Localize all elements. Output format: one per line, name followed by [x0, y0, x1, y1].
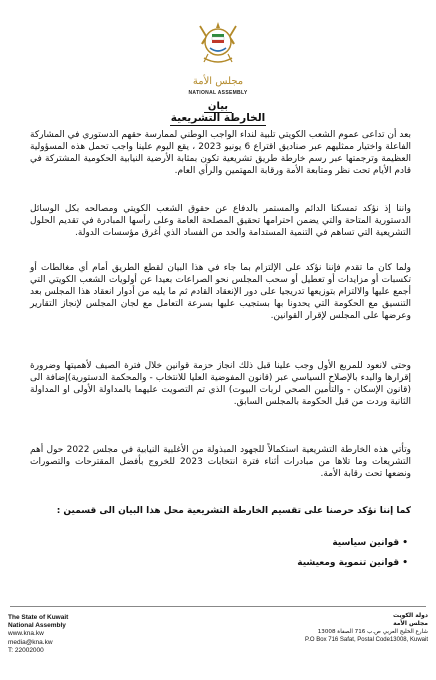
footer-assembly-name-ar: مجلس الأمة — [393, 620, 428, 627]
bullet-political-laws-label: قوانين سياسية — [332, 538, 400, 548]
paragraph-3: ولما كان ما تقدم فإننا نؤكد على الإلتزام بما جاء في هذا البيان لقطع الطريق أمام أي مغالطات أو تكسبات أو مزايدات أو تعطيل أو سحب المجلس نحو الصراعات بعيدا عن أولويات الشعب الكويتي التي أجمع عليها والالتزام بتوزيعها تدريجيا على دور الإنعقاد القادم ثم ما يليه من أدوار انعقاد هذا المجلس بعد التنسيق مع الحكومة التي يحدونا بها بستجيب عليها بسرعة التعامل مع لجان المجلس لإنجاز التقارير وعرضها على المجلس لإقرار القوانين. — [30, 263, 411, 321]
footer-email-link[interactable]: media@kna.kw — [8, 638, 53, 646]
paragraph-2: واننا إذ نؤكد تمسكنا الدائم والمستمر بالدفاع عن حقوق الشعب الكويتي ومصالحه بكل الوسائل الدستورية المتاحة والتي يضمن احترامها تحقيق المصلحة العامة وعلى رأسها المبادرة في تقديم الحلول التشريعية التي تساهم في التنمية المستدامة والحد من الفساد الذي أغرق مؤسسات الدولة. — [30, 204, 411, 238]
national-assembly-logo — [188, 6, 248, 96]
footer-address-ar: شارع الخليج العربي ص.ب 716 الصفاة 13008 — [317, 629, 428, 635]
footer-state-name-ar: دولة الكويت — [393, 612, 428, 619]
footer-divider — [10, 606, 426, 607]
footer-state-name: The State of Kuwait — [8, 614, 69, 621]
statement-heading: بيان — [207, 101, 229, 112]
kuwait-emblem-icon — [188, 6, 248, 76]
bullet-development-laws-label: قوانين تنموية ومعيشية — [297, 558, 400, 568]
footer-address-en: P.O Box 716 Safat, Postal Code13008, Kuwait — [305, 637, 428, 643]
bullet-development-laws: • قوانين تنموية ومعيشية — [297, 558, 408, 568]
logo-english-text: NATIONAL ASSEMBLY — [188, 90, 248, 96]
paragraph-1: بعد أن تداعى عموم الشعب الكويتي تلبية لنداء الواجب الوطني لممارسة حقهم الدستوري في المشاركة الفاعلة واختيار ممثليهم عبر صناديق اقتراع 6 يونيو 2023 ، يقع اليوم علينا واجب تحمل هذه المسؤولية العظيمة وترجمتها عبر رسم خارطة طريق تشريعية تكون بمثابة الأرضية النيابية الحكومية المشتركة في قادم الأيام تحت نظر ومتابعة الأمة ورقابة المهتمين والرأي العام. — [30, 130, 411, 176]
statement-title: الخارطة التشريعية — [170, 112, 266, 124]
bullet-political-laws: • قوانين سياسية — [332, 538, 408, 548]
footer-assembly-name: National Assembly — [8, 622, 66, 630]
paragraph-4: وحتى لانعود للمربع الأول وجب علينا قبل ذلك انجاز حزمة قوانين خلال فترة الصيف لأهميتها وضرورة إقرارها والبدء بالإصلاح السياسي عبر (قانون المفوضية العليا للانتخاب - والمحكمة الدستورية)إضافة الى (قانون الإسكان - والتأمين الصحي لربات البيوت) الذي تم التصويت عليهما بالمداولة الأولى او المداولة الثانية وردت من قبل الحكومة بالمجلس السابق. — [30, 361, 411, 407]
division-statement: كما إننا نؤكد حرصنا على تقسيم الخارطة التشريعية محل هذا البيان الى قسمين : — [56, 506, 411, 516]
footer-english-contact — [8, 614, 118, 655]
title-underline — [170, 125, 266, 126]
footer-arabic-address — [228, 612, 428, 644]
logo-arabic-text: مجلس الأمة — [192, 76, 244, 87]
paragraph-5: وتأتي هذه الخارطة التشريعية استكمالاً للجهود المبذولة من الأغلبية النيابية في مجلس 2022 حول أهم التشريعات وما تلاها من مبادرات أثناء فترة انتخابات 2023 للخروج بأفضل المقترحات والتصورات ونضعها تحت رقابة الأمة. — [30, 445, 411, 479]
footer-phone: T: 22002000 — [8, 646, 44, 654]
footer-website-link[interactable]: www.kna.kw — [8, 630, 44, 638]
